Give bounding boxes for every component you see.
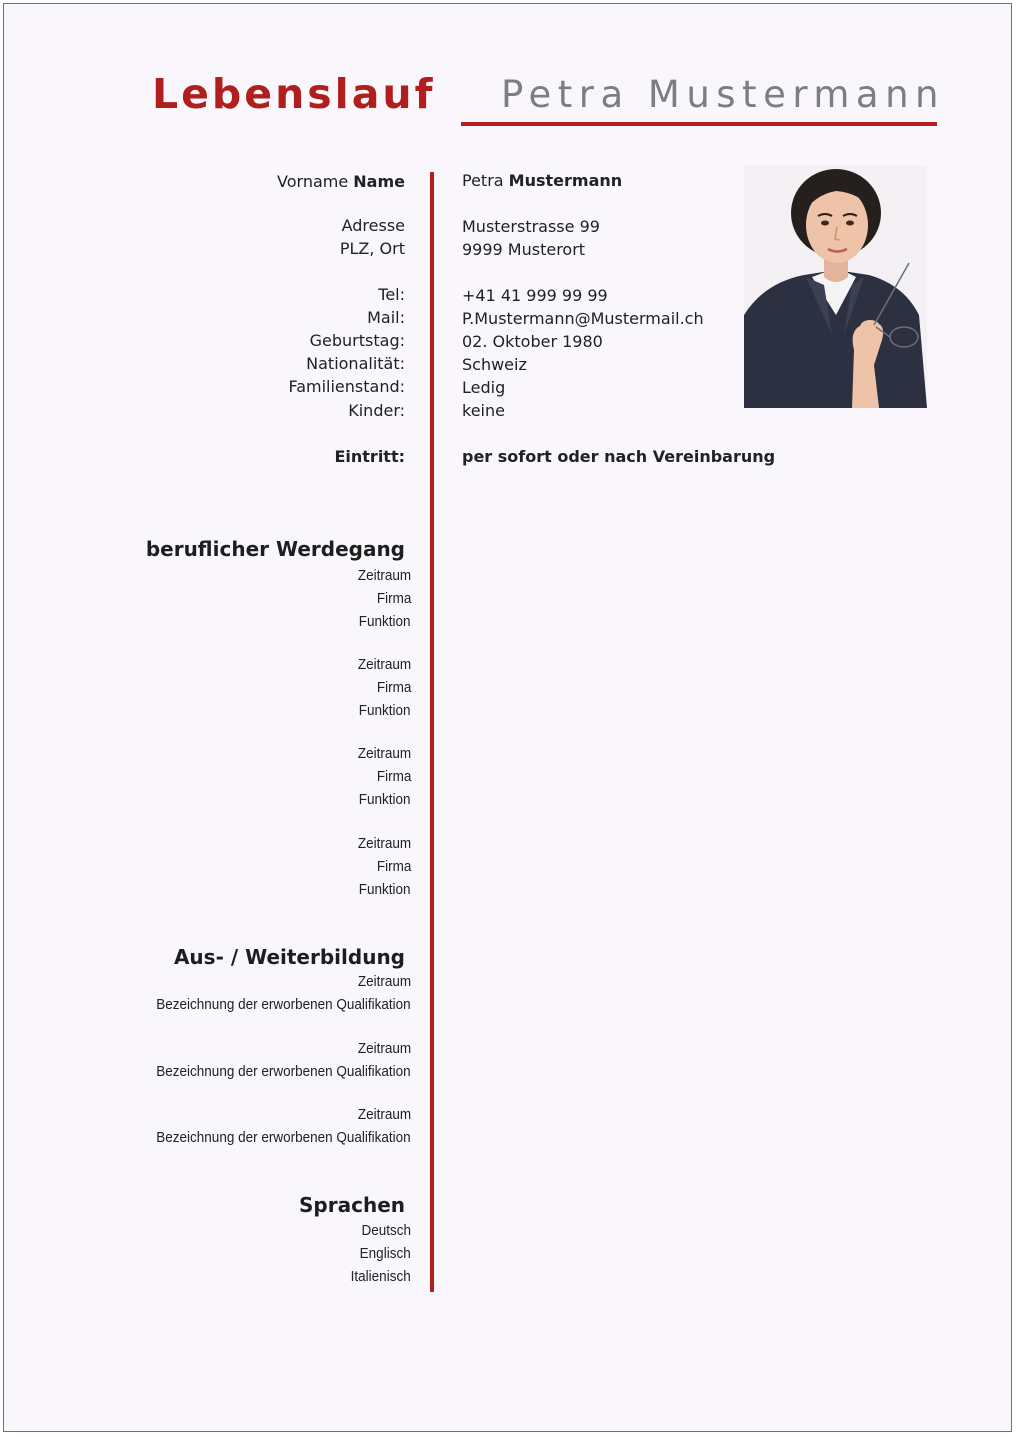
education-qualification-3: Bezeichnung der erworbenen Qualifikation <box>156 1129 411 1146</box>
career-role-1: Funktion <box>359 613 411 630</box>
marital-status-label: Familienstand: <box>288 377 405 396</box>
birthday-label: Geburtstag: <box>309 331 405 350</box>
nationality-value: Schweiz <box>462 355 527 374</box>
education-period-1: Zeitraum <box>357 973 411 990</box>
career-period-1: Zeitraum <box>357 567 411 584</box>
career-company-1: Firma <box>376 590 411 607</box>
document-title: Lebenslauf <box>152 70 436 118</box>
name-label-regular: Vorname <box>277 172 354 191</box>
education-period-2: Zeitraum <box>357 1040 411 1057</box>
career-period-2: Zeitraum <box>357 656 411 673</box>
city-value: 9999 Musterort <box>462 240 586 259</box>
children-label: Kinder: <box>348 401 405 420</box>
phone-label: Tel: <box>378 285 405 304</box>
career-role-2: Funktion <box>359 702 411 719</box>
marital-status-value: Ledig <box>462 378 506 397</box>
mail-value: P.Mustermann@Mustermail.ch <box>462 309 704 328</box>
profile-photo <box>744 165 927 408</box>
career-company-2: Firma <box>376 679 411 696</box>
first-name: Petra <box>462 171 509 190</box>
nationality-label: Nationalität: <box>306 354 405 373</box>
last-name: Mustermann <box>508 171 623 190</box>
header-name: Petra Mustermann <box>501 73 946 116</box>
address-label: Adresse <box>341 216 405 235</box>
education-qualification-2: Bezeichnung der erworbenen Qualifikation <box>156 1063 411 1080</box>
name-label-bold: Name <box>353 172 405 191</box>
education-qualification-1: Bezeichnung der erworbenen Qualifikation <box>156 996 411 1013</box>
career-period-3: Zeitraum <box>357 745 411 762</box>
title-underline <box>461 122 937 126</box>
career-company-3: Firma <box>376 768 411 785</box>
language-item: Italienisch <box>350 1268 411 1285</box>
birthday-value: 02. Oktober 1980 <box>462 332 603 351</box>
career-heading: beruflicher Werdegang <box>145 537 405 561</box>
children-value: keine <box>462 401 505 420</box>
name-label <box>277 172 405 192</box>
career-role-3: Funktion <box>359 791 411 808</box>
city-label: PLZ, Ort <box>339 239 405 258</box>
career-company-4: Firma <box>376 858 411 875</box>
column-divider <box>430 172 434 1292</box>
career-role-4: Funktion <box>359 881 411 898</box>
name-value <box>462 171 622 191</box>
career-period-4: Zeitraum <box>357 835 411 852</box>
language-item: Englisch <box>359 1245 411 1262</box>
education-heading: Aus- / Weiterbildung <box>173 945 405 969</box>
language-item: Deutsch <box>361 1222 411 1239</box>
mail-label: Mail: <box>367 308 405 327</box>
start-date-label: Eintritt: <box>334 447 405 466</box>
education-period-3: Zeitraum <box>357 1106 411 1123</box>
address-value: Musterstrasse 99 <box>462 217 600 236</box>
phone-value: +41 41 999 99 99 <box>462 286 608 305</box>
start-date-value: per sofort oder nach Vereinbarung <box>462 447 776 466</box>
languages-heading: Sprachen <box>299 1193 405 1217</box>
